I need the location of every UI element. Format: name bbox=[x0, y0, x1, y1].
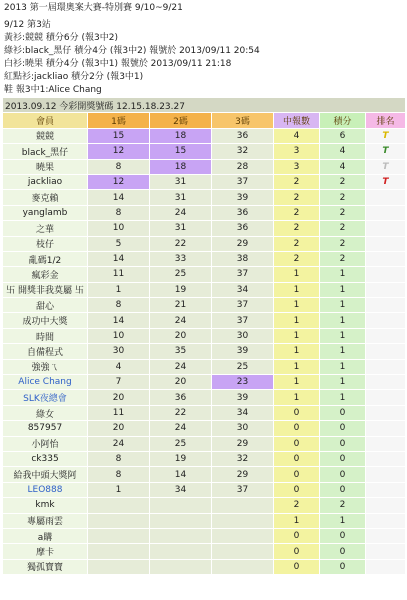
rank-cell bbox=[366, 498, 406, 513]
hit-count: 2 bbox=[274, 190, 320, 205]
score-value: 0 bbox=[320, 421, 366, 436]
score-value: 1 bbox=[320, 298, 366, 313]
yellow-jersey-icon: T bbox=[382, 130, 389, 141]
score-value: 1 bbox=[320, 513, 366, 528]
pick-2: 35 bbox=[150, 344, 212, 359]
col-header-hits: 中報數 bbox=[274, 113, 320, 128]
pick-1: 12 bbox=[88, 144, 150, 159]
hit-count: 1 bbox=[274, 390, 320, 405]
member-name: kmk bbox=[3, 498, 88, 513]
hit-count: 1 bbox=[274, 282, 320, 297]
table-row bbox=[3, 190, 406, 205]
member-name: 綠女 bbox=[3, 405, 88, 420]
rank-cell bbox=[366, 405, 406, 420]
hit-count: 0 bbox=[274, 451, 320, 466]
rank-cell bbox=[366, 190, 406, 205]
pick-2: 24 bbox=[150, 205, 212, 220]
member-name: SLK夜總會 bbox=[3, 390, 88, 405]
pick-1: 20 bbox=[88, 421, 150, 436]
hit-count: 1 bbox=[274, 313, 320, 328]
table-row bbox=[3, 128, 406, 143]
score-value: 2 bbox=[320, 190, 366, 205]
hit-count: 1 bbox=[274, 359, 320, 374]
score-value: 0 bbox=[320, 482, 366, 497]
table-row bbox=[3, 359, 406, 374]
table-row bbox=[3, 498, 406, 513]
member-name: 自備程式 bbox=[3, 344, 88, 359]
pick-1: 4 bbox=[88, 359, 150, 374]
pick-2: 18 bbox=[150, 159, 212, 174]
pick-1 bbox=[88, 498, 150, 513]
pick-2: 24 bbox=[150, 421, 212, 436]
pick-2: 19 bbox=[150, 282, 212, 297]
member-name: Alice Chang bbox=[3, 375, 88, 390]
col-header-rank: 排名 bbox=[366, 113, 406, 128]
pick-3: 32 bbox=[212, 144, 274, 159]
rank-cell bbox=[366, 559, 406, 574]
table-row bbox=[3, 174, 406, 189]
hit-count: 2 bbox=[274, 205, 320, 220]
pick-3 bbox=[212, 544, 274, 559]
member-name: black_黑仔 bbox=[3, 144, 88, 159]
table-row bbox=[3, 405, 406, 420]
table-row bbox=[3, 544, 406, 559]
hit-count: 2 bbox=[274, 221, 320, 236]
hit-count: 4 bbox=[274, 128, 320, 143]
member-name: 成功中大獎 bbox=[3, 313, 88, 328]
white-jersey-icon: T bbox=[382, 161, 389, 172]
pick-3: 36 bbox=[212, 205, 274, 220]
red-jersey-icon: T bbox=[382, 177, 389, 188]
member-name: 給我中頭大獎阿 bbox=[3, 467, 88, 482]
member-name: 曉果 bbox=[3, 159, 88, 174]
pick-3: 37 bbox=[212, 313, 274, 328]
pick-3: 37 bbox=[212, 267, 274, 282]
table-row bbox=[3, 375, 406, 390]
header-line-stage: 9/12 第3站 bbox=[4, 20, 51, 30]
member-name: yanglamb bbox=[3, 205, 88, 220]
pick-1: 1 bbox=[88, 282, 150, 297]
table-row bbox=[3, 205, 406, 220]
table-row bbox=[3, 559, 406, 574]
member-name: 小阿怡 bbox=[3, 436, 88, 451]
score-value: 0 bbox=[320, 405, 366, 420]
pick-1: 12 bbox=[88, 174, 150, 189]
rank-cell bbox=[366, 436, 406, 451]
rank-cell bbox=[366, 251, 406, 266]
member-name: 亂碼1/2 bbox=[3, 251, 88, 266]
pick-2 bbox=[150, 528, 212, 543]
table-row bbox=[3, 144, 406, 159]
hit-count: 3 bbox=[274, 144, 320, 159]
pick-2: 31 bbox=[150, 190, 212, 205]
pick-3: 28 bbox=[212, 159, 274, 174]
table-header-row bbox=[3, 113, 406, 128]
rank-cell bbox=[366, 467, 406, 482]
score-value: 2 bbox=[320, 251, 366, 266]
table-title: 2013.09.12 今彩開獎號碼 12.15.18.23.27 bbox=[3, 98, 406, 113]
rank-cell bbox=[366, 128, 406, 143]
pick-3: 38 bbox=[212, 251, 274, 266]
pick-2: 20 bbox=[150, 328, 212, 343]
member-name: ck335 bbox=[3, 451, 88, 466]
table-row bbox=[3, 236, 406, 251]
pick-3: 37 bbox=[212, 482, 274, 497]
pick-1: 14 bbox=[88, 190, 150, 205]
pick-3: 39 bbox=[212, 390, 274, 405]
pick-3: 23 bbox=[212, 375, 274, 390]
member-name: 卐 開獎非我莫屬 卐 bbox=[3, 282, 88, 297]
pick-1 bbox=[88, 528, 150, 543]
pick-1: 8 bbox=[88, 159, 150, 174]
pick-1: 8 bbox=[88, 205, 150, 220]
header-line-white: 白衫:曉果 積分4分 (報3中1) 報號於 2013/09/11 21:18 bbox=[4, 59, 232, 69]
pick-3 bbox=[212, 513, 274, 528]
score-value: 1 bbox=[320, 267, 366, 282]
table-row bbox=[3, 467, 406, 482]
table-row bbox=[3, 421, 406, 436]
pick-3: 37 bbox=[212, 298, 274, 313]
table-row bbox=[3, 528, 406, 543]
table-row bbox=[3, 282, 406, 297]
member-name: 專屬雨雲 bbox=[3, 513, 88, 528]
pick-3 bbox=[212, 498, 274, 513]
pick-2: 33 bbox=[150, 251, 212, 266]
hit-count: 0 bbox=[274, 482, 320, 497]
pick-1: 30 bbox=[88, 344, 150, 359]
score-value: 0 bbox=[320, 544, 366, 559]
member-name: 時間 bbox=[3, 328, 88, 343]
col-header-num3: 3碼 bbox=[212, 113, 274, 128]
table-row bbox=[3, 513, 406, 528]
pick-3: 39 bbox=[212, 190, 274, 205]
pick-1: 11 bbox=[88, 267, 150, 282]
score-value: 4 bbox=[320, 159, 366, 174]
rank-cell bbox=[366, 282, 406, 297]
member-name: 枝仔 bbox=[3, 236, 88, 251]
rank-cell bbox=[366, 544, 406, 559]
rank-cell bbox=[366, 313, 406, 328]
pick-1 bbox=[88, 559, 150, 574]
pick-2: 21 bbox=[150, 298, 212, 313]
rank-cell bbox=[366, 513, 406, 528]
table-row bbox=[3, 221, 406, 236]
hit-count: 0 bbox=[274, 436, 320, 451]
table-row bbox=[3, 251, 406, 266]
pick-1: 8 bbox=[88, 467, 150, 482]
hit-count: 1 bbox=[274, 375, 320, 390]
member-name: 摩卡 bbox=[3, 544, 88, 559]
pick-2 bbox=[150, 498, 212, 513]
col-header-score: 積分 bbox=[320, 113, 366, 128]
table-row bbox=[3, 298, 406, 313]
pick-3: 29 bbox=[212, 236, 274, 251]
score-value: 2 bbox=[320, 221, 366, 236]
member-name: a購 bbox=[3, 528, 88, 543]
pick-1: 10 bbox=[88, 221, 150, 236]
table-row bbox=[3, 267, 406, 282]
pick-1: 10 bbox=[88, 328, 150, 343]
pick-2: 20 bbox=[150, 375, 212, 390]
pick-1: 14 bbox=[88, 313, 150, 328]
pick-3: 36 bbox=[212, 128, 274, 143]
score-value: 1 bbox=[320, 390, 366, 405]
hit-count: 1 bbox=[274, 344, 320, 359]
rank-cell bbox=[366, 267, 406, 282]
table-title-row bbox=[3, 98, 406, 113]
rank-cell bbox=[366, 344, 406, 359]
hit-count: 0 bbox=[274, 559, 320, 574]
hit-count: 1 bbox=[274, 513, 320, 528]
hit-count: 1 bbox=[274, 298, 320, 313]
pick-1: 1 bbox=[88, 482, 150, 497]
rank-cell bbox=[366, 205, 406, 220]
pick-1: 5 bbox=[88, 236, 150, 251]
pick-1: 8 bbox=[88, 298, 150, 313]
rank-cell bbox=[366, 528, 406, 543]
rank-cell bbox=[366, 421, 406, 436]
score-value: 0 bbox=[320, 467, 366, 482]
table-row bbox=[3, 390, 406, 405]
rank-cell bbox=[366, 236, 406, 251]
pick-1: 14 bbox=[88, 251, 150, 266]
hit-count: 0 bbox=[274, 421, 320, 436]
member-name: LEO888 bbox=[3, 482, 88, 497]
table-row bbox=[3, 482, 406, 497]
table-row bbox=[3, 159, 406, 174]
member-name: jackliao bbox=[3, 174, 88, 189]
hit-count: 1 bbox=[274, 267, 320, 282]
score-value: 4 bbox=[320, 144, 366, 159]
header-line-title: 2013 第一屆環奧案大賽-特別賽 9/10~9/21 bbox=[4, 3, 183, 13]
member-name: 857957 bbox=[3, 421, 88, 436]
member-name: 獨孤寶寶 bbox=[3, 559, 88, 574]
pick-2: 19 bbox=[150, 451, 212, 466]
member-name: 麥克賴 bbox=[3, 190, 88, 205]
pick-3: 29 bbox=[212, 467, 274, 482]
hit-count: 0 bbox=[274, 405, 320, 420]
pick-3: 39 bbox=[212, 344, 274, 359]
pick-2: 34 bbox=[150, 482, 212, 497]
pick-3: 25 bbox=[212, 359, 274, 374]
score-value: 1 bbox=[320, 328, 366, 343]
table-row bbox=[3, 313, 406, 328]
pick-2: 24 bbox=[150, 313, 212, 328]
pick-1: 15 bbox=[88, 128, 150, 143]
score-value: 1 bbox=[320, 313, 366, 328]
green-jersey-icon: T bbox=[382, 146, 389, 157]
member-name: 瘋彩金 bbox=[3, 267, 88, 282]
hit-count: 3 bbox=[274, 159, 320, 174]
pick-2: 24 bbox=[150, 359, 212, 374]
score-value: 1 bbox=[320, 359, 366, 374]
pick-1: 20 bbox=[88, 390, 150, 405]
score-value: 1 bbox=[320, 375, 366, 390]
pick-2: 22 bbox=[150, 236, 212, 251]
score-value: 0 bbox=[320, 559, 366, 574]
member-name: 甜心 bbox=[3, 298, 88, 313]
rank-cell bbox=[366, 298, 406, 313]
pick-1: 7 bbox=[88, 375, 150, 390]
results-table bbox=[2, 97, 406, 575]
pick-1 bbox=[88, 513, 150, 528]
hit-count: 2 bbox=[274, 498, 320, 513]
score-value: 0 bbox=[320, 436, 366, 451]
hit-count: 1 bbox=[274, 328, 320, 343]
table-row bbox=[3, 328, 406, 343]
pick-2: 36 bbox=[150, 390, 212, 405]
header-block bbox=[0, 0, 407, 97]
pick-2: 15 bbox=[150, 144, 212, 159]
score-value: 2 bbox=[320, 205, 366, 220]
member-name: 競競 bbox=[3, 128, 88, 143]
pick-2: 25 bbox=[150, 436, 212, 451]
table-row bbox=[3, 436, 406, 451]
rank-cell bbox=[366, 359, 406, 374]
rank-cell bbox=[366, 159, 406, 174]
score-value: 1 bbox=[320, 344, 366, 359]
rank-cell bbox=[366, 221, 406, 236]
pick-2: 25 bbox=[150, 267, 212, 282]
pick-2: 31 bbox=[150, 221, 212, 236]
score-value: 0 bbox=[320, 528, 366, 543]
pick-3: 29 bbox=[212, 436, 274, 451]
pick-2: 18 bbox=[150, 128, 212, 143]
hit-count: 0 bbox=[274, 544, 320, 559]
rank-cell bbox=[366, 144, 406, 159]
pick-3: 30 bbox=[212, 421, 274, 436]
score-value: 2 bbox=[320, 236, 366, 251]
table-row bbox=[3, 344, 406, 359]
rank-cell bbox=[366, 482, 406, 497]
hit-count: 0 bbox=[274, 528, 320, 543]
pick-1: 24 bbox=[88, 436, 150, 451]
score-value: 2 bbox=[320, 174, 366, 189]
pick-2 bbox=[150, 559, 212, 574]
pick-2: 22 bbox=[150, 405, 212, 420]
rank-cell bbox=[366, 390, 406, 405]
col-header-member: 會員 bbox=[3, 113, 88, 128]
hit-count: 0 bbox=[274, 467, 320, 482]
pick-2: 31 bbox=[150, 174, 212, 189]
header-line-redpoint: 紅點衫:jackliao 積分2分 (報3中1) bbox=[4, 72, 144, 82]
score-value: 6 bbox=[320, 128, 366, 143]
pick-3: 36 bbox=[212, 221, 274, 236]
pick-2 bbox=[150, 513, 212, 528]
score-value: 1 bbox=[320, 282, 366, 297]
table-row bbox=[3, 451, 406, 466]
pick-2: 14 bbox=[150, 467, 212, 482]
header-line-shoe: 鞋 報3中1:Alice Chang bbox=[4, 85, 102, 95]
rank-cell bbox=[366, 174, 406, 189]
header-line-green: 綠衫:black_黑仔 積分4分 (報3中2) 報號於 2013/09/11 20:54 bbox=[4, 46, 260, 56]
pick-3 bbox=[212, 559, 274, 574]
hit-count: 2 bbox=[274, 251, 320, 266]
member-name: 之華 bbox=[3, 221, 88, 236]
col-header-num2: 2碼 bbox=[150, 113, 212, 128]
col-header-num1: 1碼 bbox=[88, 113, 150, 128]
pick-2 bbox=[150, 544, 212, 559]
pick-1: 8 bbox=[88, 451, 150, 466]
pick-3: 30 bbox=[212, 328, 274, 343]
pick-1: 11 bbox=[88, 405, 150, 420]
pick-1 bbox=[88, 544, 150, 559]
pick-3: 37 bbox=[212, 174, 274, 189]
score-value: 2 bbox=[320, 498, 366, 513]
header-line-yellow: 黃衫:競競 積分6分 (報3中2) bbox=[4, 33, 118, 43]
pick-3: 34 bbox=[212, 405, 274, 420]
rank-cell bbox=[366, 375, 406, 390]
score-value: 0 bbox=[320, 451, 366, 466]
hit-count: 2 bbox=[274, 236, 320, 251]
member-name: 強強ㄟ bbox=[3, 359, 88, 374]
rank-cell bbox=[366, 451, 406, 466]
pick-3 bbox=[212, 528, 274, 543]
rank-cell bbox=[366, 328, 406, 343]
pick-3: 32 bbox=[212, 451, 274, 466]
hit-count: 2 bbox=[274, 174, 320, 189]
pick-3: 34 bbox=[212, 282, 274, 297]
